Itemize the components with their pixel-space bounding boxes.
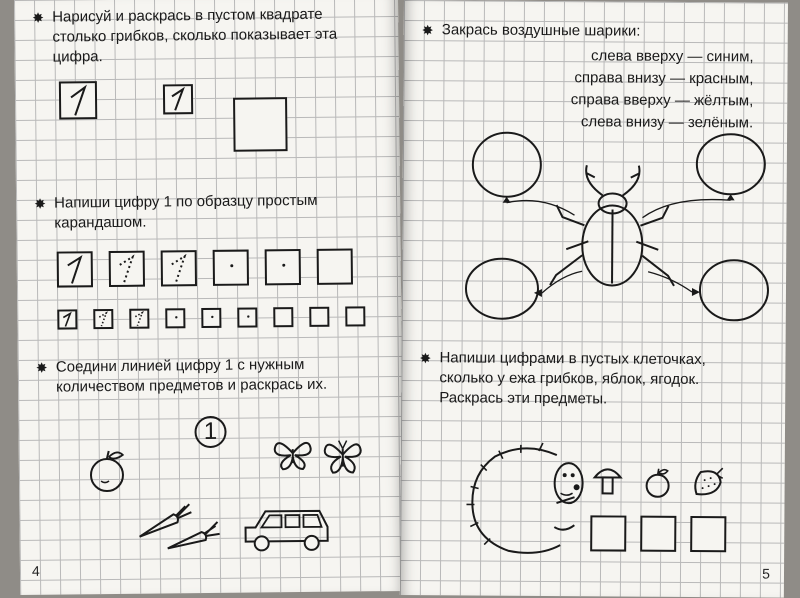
writing-cell[interactable] bbox=[317, 248, 353, 284]
writing-cell[interactable] bbox=[165, 308, 185, 328]
balloon-icon[interactable] bbox=[697, 134, 765, 200]
mushroom-icon[interactable] bbox=[593, 463, 623, 497]
writing-cell[interactable] bbox=[161, 250, 197, 286]
dot-icon bbox=[239, 309, 255, 325]
dotted-digit-icon bbox=[111, 253, 143, 285]
writing-cell[interactable] bbox=[109, 251, 145, 287]
left-page bbox=[14, 0, 404, 595]
color-instruction: слева вверху — синим, bbox=[571, 45, 754, 68]
circled-digit[interactable] bbox=[194, 416, 226, 448]
writing-cell[interactable] bbox=[57, 251, 93, 287]
color-instruction: слева внизу — зелёным. bbox=[571, 111, 754, 134]
task-marker: ✸ bbox=[419, 350, 431, 367]
butterfly-icon[interactable] bbox=[271, 435, 315, 471]
writing-cell[interactable] bbox=[213, 250, 249, 286]
page-number: 5 bbox=[762, 566, 770, 582]
writing-cell[interactable] bbox=[237, 307, 257, 327]
writing-cell[interactable] bbox=[57, 309, 77, 329]
butterfly-icon[interactable] bbox=[321, 436, 365, 476]
digit-one-icon bbox=[59, 311, 75, 327]
dot-icon bbox=[203, 310, 219, 326]
drawing-square[interactable] bbox=[233, 97, 288, 152]
writing-cell[interactable] bbox=[345, 306, 365, 326]
writing-cell[interactable] bbox=[309, 307, 329, 327]
dotted-digit-icon bbox=[95, 311, 111, 327]
dot-icon bbox=[167, 310, 183, 326]
digit-one-icon bbox=[59, 253, 91, 285]
balloon-icon[interactable] bbox=[466, 258, 542, 319]
answer-cell[interactable] bbox=[640, 516, 676, 552]
strawberry-icon[interactable] bbox=[691, 466, 725, 498]
circled-digit-label: 1 bbox=[204, 418, 218, 445]
carrot-icon[interactable] bbox=[161, 518, 223, 559]
color-instruction: справа вверху — жёлтым, bbox=[571, 89, 754, 112]
task-marker: ✸ bbox=[34, 196, 46, 213]
dotted-digit-icon bbox=[163, 252, 195, 284]
task-1-text: Закрась воздушные шарики: bbox=[442, 20, 762, 42]
dotted-digit-icon bbox=[131, 311, 147, 327]
balloon-color-list bbox=[571, 45, 754, 134]
car-icon[interactable] bbox=[241, 505, 334, 558]
task-1-text: Нарисуй и раскрась в пустом квадрате столько грибков, сколько показывает эта цифра. bbox=[52, 4, 373, 67]
task-3-text: Соедини линией цифру 1 с нужным количеством предметов и раскрась их. bbox=[56, 354, 376, 397]
task-marker: ✸ bbox=[422, 22, 434, 39]
apple-icon[interactable] bbox=[643, 466, 673, 500]
task-2-text: Напиши цифру 1 по образцу простым карандашом. bbox=[54, 190, 374, 233]
dot-icon bbox=[215, 252, 247, 284]
right-page bbox=[400, 0, 788, 598]
digit-one-icon bbox=[165, 86, 191, 112]
balloon-icon[interactable] bbox=[692, 260, 768, 321]
beetle-icon bbox=[550, 165, 675, 286]
color-instruction: справа внизу — красным, bbox=[571, 67, 754, 90]
digit-hint-box bbox=[163, 84, 193, 114]
sample-digit-box bbox=[59, 81, 97, 119]
balloons-and-beetle bbox=[462, 124, 773, 326]
writing-cell[interactable] bbox=[129, 309, 149, 329]
dot-icon bbox=[267, 251, 299, 283]
answer-cell[interactable] bbox=[590, 515, 626, 551]
writing-cell[interactable] bbox=[201, 308, 221, 328]
hedgehog-icon[interactable] bbox=[464, 434, 583, 559]
task-marker: ✸ bbox=[32, 10, 44, 27]
balloon-icon[interactable] bbox=[473, 132, 541, 202]
task-marker: ✸ bbox=[36, 360, 48, 377]
writing-cell[interactable] bbox=[265, 249, 301, 285]
writing-cell[interactable] bbox=[93, 309, 113, 329]
apple-icon[interactable] bbox=[85, 447, 131, 493]
writing-cell[interactable] bbox=[273, 307, 293, 327]
answer-cell[interactable] bbox=[690, 516, 726, 552]
page-number: 4 bbox=[32, 563, 40, 579]
digit-one-icon bbox=[61, 83, 95, 117]
task-2-text: Напиши цифрами в пустых клеточках, сколько у ежа грибков, яблок, ягодок. Раскрась эти предметы. bbox=[439, 348, 759, 410]
